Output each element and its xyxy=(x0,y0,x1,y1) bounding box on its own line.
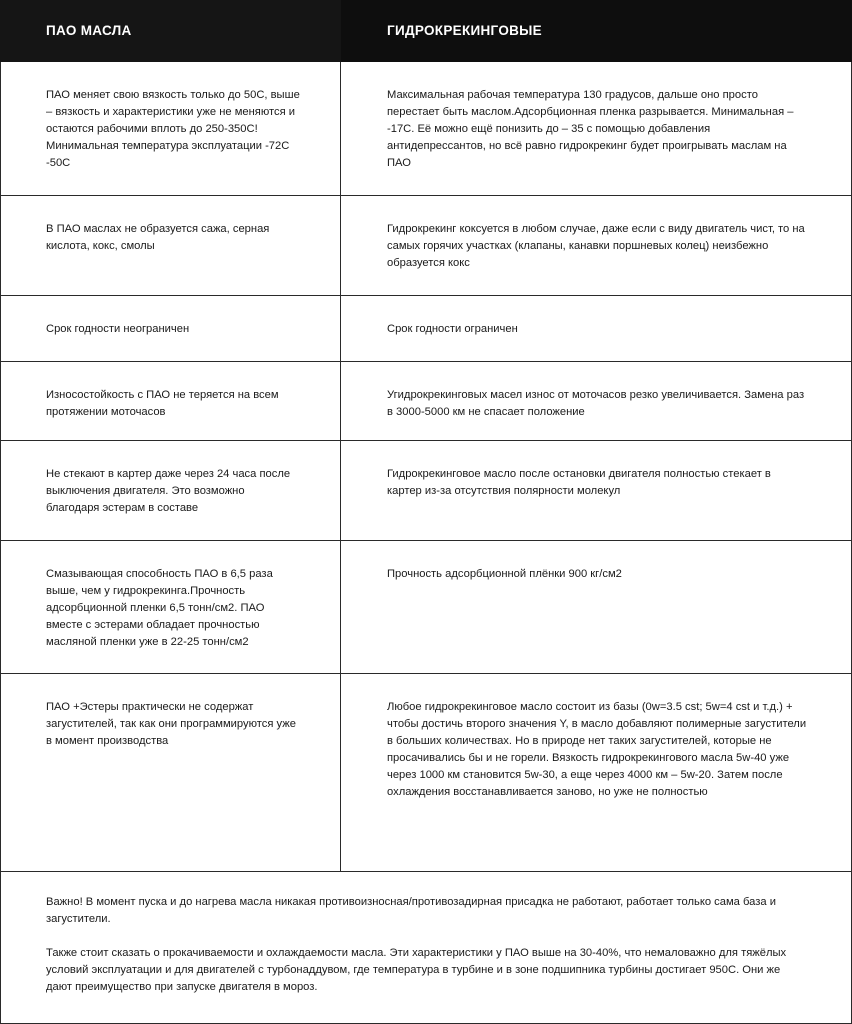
table-row xyxy=(1,62,851,196)
table-row xyxy=(1,541,851,674)
pao-cell: Износостойкость с ПАО не теряется на всем протяжении моточасов xyxy=(1,362,341,440)
pao-cell: Смазывающая способность ПАО в 6,5 раза выше, чем у гидрокрекинга.Прочность адсорбционной пленки 6,5 тонн/см2. ПАО вместе с эстерами обладает прочностью масляной пленки уже в 22-25 тонн/см2 xyxy=(1,541,341,673)
table-header xyxy=(0,0,852,62)
comparison-table xyxy=(0,62,852,872)
table-row xyxy=(1,441,851,541)
important-note xyxy=(0,872,852,1024)
header-hydrocracking: ГИДРОКРЕКИНГОВЫЕ xyxy=(341,0,852,62)
table-row xyxy=(1,674,851,872)
pao-cell: Срок годности неограничен xyxy=(1,296,341,361)
pao-cell: Не стекают в картер даже через 24 часа после выключения двигателя. Это возможно благодаря эстерам в составе xyxy=(1,441,341,540)
hydrocracking-cell: Максимальная рабочая температура 130 градусов, дальше оно просто перестает быть маслом.Адсорбционная пленка разрывается. Минимальная – -17С. Её можно ещё понизить до – 35 с помощью добавления антидепрессантов, но всё равно гидрокрекинг будет проигрывать маслам на ПАО xyxy=(387,89,794,169)
pao-cell: ПАО +Эстеры практически не содержат загустителей, так как они программируются уже в момент производства xyxy=(1,674,341,871)
hydrocracking-cell: Любое гидрокрекинговое масло состоит из базы (0w=3.5 cst; 5w=4 cst и т.д.) + чтобы достичь второго значения Y, в масло добавляют полимерные загустители в больших количествах. Но в природе нет таких загустителей, которые не просачивались бы и не горели. Вязкость гидрокрекингового масла 5w-40 уже через 1000 км становится 5w-30, а еще через 4000 км – 5w-20. Затем после охлаждения восстанавливается заново, но уже не полностью xyxy=(387,701,807,798)
table-row xyxy=(1,296,851,362)
hydrocracking-cell: Угидрокрекинговых масел износ от моточасов резко увеличивается. Замена раз в 3000-5000 км не спасает положение xyxy=(387,389,805,418)
hydrocracking-cell: Срок годности ограничен xyxy=(387,323,518,335)
pao-cell: ПАО меняет свою вязкость только до 50С, выше – вязкость и характеристики уже не меняются и остаются рабочими вплоть до 250-350С! Минимальная температура эксплуатации -72С -50С xyxy=(1,62,341,195)
header-pao: ПАО МАСЛА xyxy=(0,0,341,62)
hydrocracking-cell: Гидрокрекинг коксуется в любом случае, даже если с виду двигатель чист, то на самых горячих участках (клапаны, канавки поршневых колец) неизбежно образуется кокс xyxy=(387,223,805,269)
hydrocracking-cell: Прочность адсорбционной плёнки 900 кг/см2 xyxy=(387,568,622,580)
note-paragraph-pumpability: Также стоит сказать о прокачиваемости и охлаждаемости масла. Эти характеристики у ПАО выше на 30-40%, что немаловажно для тяжёлых условий эксплуатации и для двигателей с турбонаддувом, где температура в турбине и в зоне подшипника турбины достигает 950С. Они же дают преимущество при запуске двигателя в мороз. xyxy=(46,947,787,993)
hydrocracking-cell: Гидрокрекинговое масло после остановки двигателя полностью стекает в картер из-за отсутствия полярности молекул xyxy=(387,468,771,497)
note-paragraph-important: Важно! В момент пуска и до нагрева масла никакая противоизносная/противозадирная присадка не работают, работает только сама база и загустители. xyxy=(46,896,776,925)
pao-cell: В ПАО маслах не образуется сажа, серная кислота, кокс, смолы xyxy=(1,196,341,295)
table-row xyxy=(1,362,851,441)
table-row xyxy=(1,196,851,296)
